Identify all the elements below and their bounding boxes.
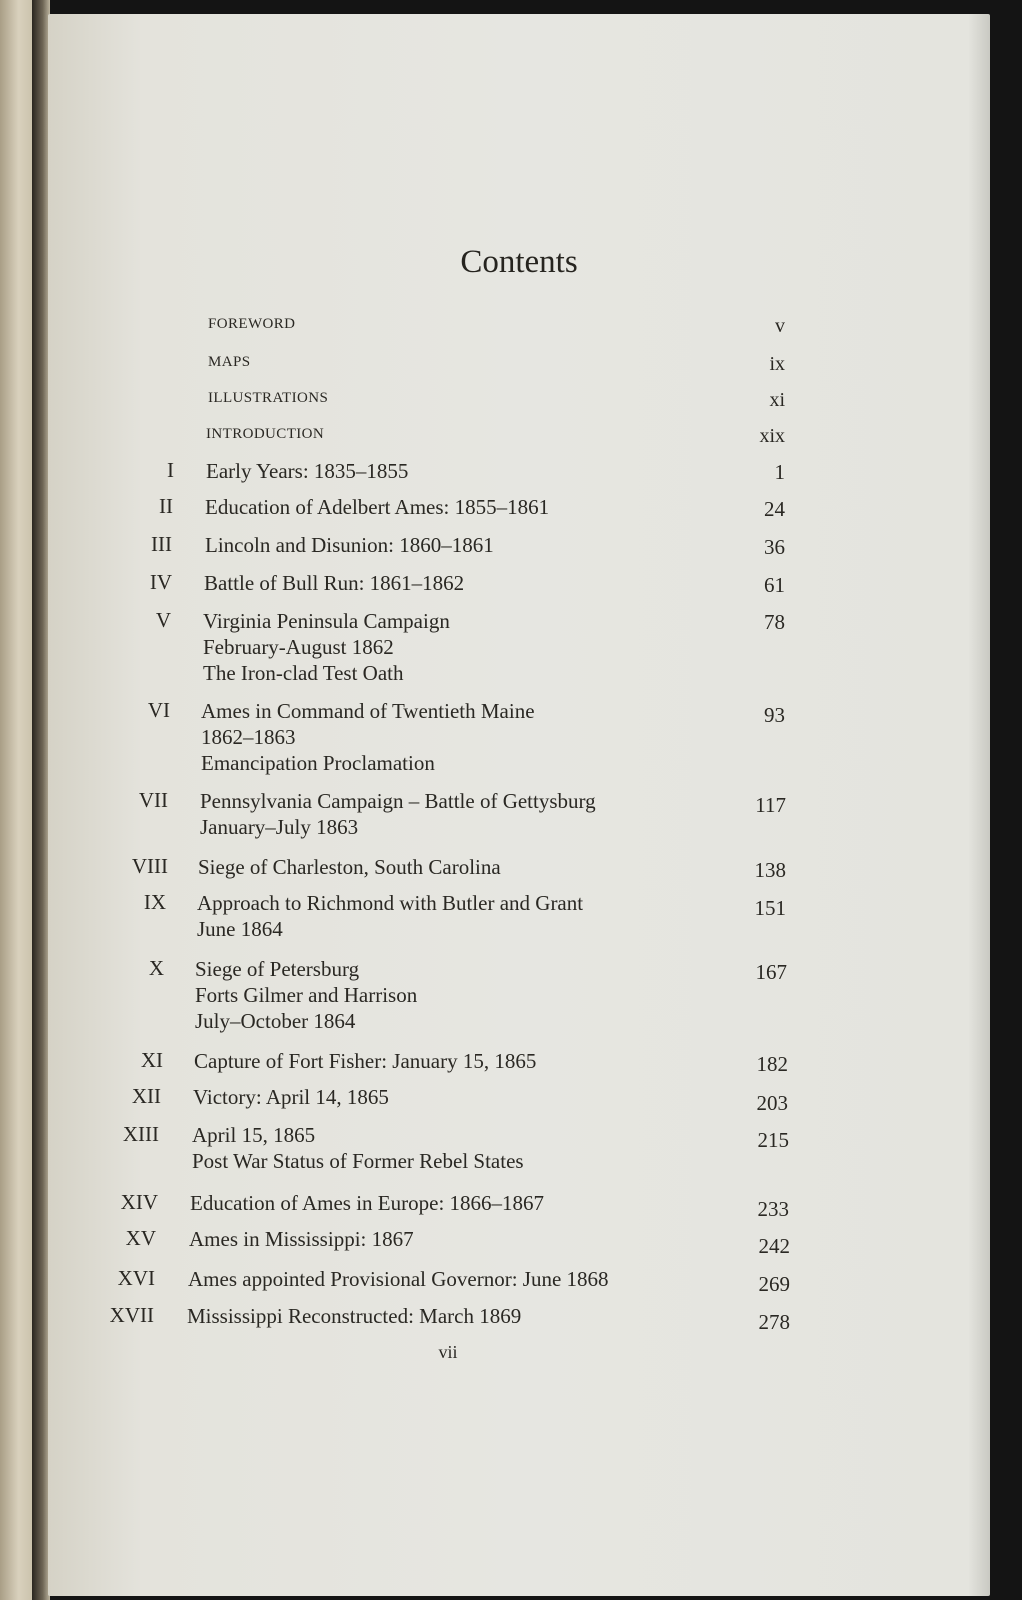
chapter-title [188,1266,609,1292]
chapter-title-line: Education of Ames in Europe: 1866–1867 [190,1191,545,1215]
chapter-page: 203 [756,1091,788,1115]
front-matter-label-illustrations: ILLUSTRATIONS [208,390,329,406]
chapter-title-line: Forts Gilmer and Harrison [195,983,418,1007]
chapter-number: VI [147,698,170,722]
chapter-number: X [148,956,164,980]
chapter-title-line: Battle of Bull Run: 1861–1862 [204,571,465,595]
chapter-title-line: Early Years: 1835–1855 [206,459,409,483]
front-matter-page-illustrations: xi [769,389,785,411]
page-title-text: Contents [460,244,578,280]
chapter-page: 138 [754,858,786,882]
chapter-number: XI [140,1048,163,1072]
chapter-title-line: Pennsylvania Campaign – Battle of Gettysburg [200,789,596,813]
chapter-title [194,1048,536,1074]
chapter-title-line: Post War Status of Former Rebel States [192,1149,524,1173]
chapter-title [198,854,501,880]
chapter-title-line: Ames in Mississippi: 1867 [189,1227,414,1251]
chapter-title-line: Mississippi Reconstructed: March 1869 [187,1304,522,1328]
chapter-page: 233 [757,1197,789,1221]
front-matter-page-introduction: xix [759,425,785,447]
front-matter-label-foreword: FOREWORD [208,316,296,332]
chapter-title [190,1190,544,1216]
chapter-page: 78 [764,610,785,634]
chapter-page: 167 [755,960,787,984]
page-folio: vii [438,1342,458,1362]
chapter-page: 278 [758,1310,790,1334]
chapter-number: II [159,494,173,518]
chapter-title-line: 1862–1863 [201,725,296,749]
chapter-page: 182 [756,1052,788,1076]
chapter-title [187,1303,521,1329]
front-matter-page-foreword: v [775,315,785,337]
chapter-title [193,1084,389,1110]
chapter-title-line: January–July 1863 [200,815,359,839]
chapter-page: 1 [774,460,785,484]
chapter-title-line: Lincoln and Disunion: 1860–1861 [205,533,494,557]
chapter-number: XII [131,1084,161,1108]
chapter-title-line: The Iron-clad Test Oath [203,661,404,685]
chapter-title [205,532,494,558]
chapter-title-line: June 1864 [197,917,283,941]
front-matter-label-introduction: INTRODUCTION [206,426,325,442]
chapter-page: 269 [758,1272,790,1296]
chapter-page: 36 [764,535,785,559]
chapter-number: I [167,458,174,482]
chapter-title-line: Siege of Charleston, South Carolina [198,855,501,879]
chapter-number: XIV [120,1190,158,1214]
front-matter-page-maps: ix [769,353,785,375]
chapter-title [201,698,535,776]
chapter-title-line: Emancipation Proclamation [201,751,435,775]
previous-page-edge [0,0,34,1600]
chapter-number: IV [149,570,172,594]
chapter-page: 93 [764,703,785,727]
chapter-number: VII [138,788,168,812]
chapter-page: 151 [754,896,786,920]
chapter-title-line: Victory: April 14, 1865 [193,1085,389,1109]
chapter-title [200,788,596,840]
chapter-title [192,1122,524,1174]
chapter-title-line: Capture of Fort Fisher: January 15, 1865 [194,1049,537,1073]
chapter-page: 24 [764,497,785,521]
chapter-title-line: Approach to Richmond with Butler and Grant [197,891,584,915]
chapter-number: V [155,608,171,632]
page-title [48,244,990,281]
chapter-page: 61 [764,573,785,597]
chapter-page: 215 [757,1128,789,1152]
chapter-number: IX [143,890,166,914]
chapter-title-line: Siege of Petersburg [195,957,360,981]
chapter-number: XIII [122,1122,159,1146]
chapter-page: 242 [758,1234,790,1258]
chapter-title-line: April 15, 1865 [192,1123,316,1147]
front-matter-label-maps: MAPS [208,354,251,370]
chapter-title [197,890,583,942]
chapter-title-line: February-August 1862 [203,635,394,659]
chapter-title-line: Ames appointed Provisional Governor: June 1868 [188,1267,609,1291]
chapter-title-line: Virginia Peninsula Campaign [203,609,450,633]
chapter-title [195,956,417,1034]
chapter-title [204,570,464,596]
chapter-title [189,1226,414,1252]
chapter-number: III [151,532,172,556]
chapter-page: 117 [755,793,786,817]
chapter-title [205,494,549,520]
contents-page [48,14,990,1596]
chapter-title-line: Education of Adelbert Ames: 1855–1861 [205,495,550,519]
chapter-title-line: Ames in Command of Twentieth Maine [201,699,535,723]
chapter-title-line: July–October 1864 [195,1009,356,1033]
chapter-number: XVII [109,1303,154,1327]
chapter-title [206,458,408,484]
chapter-number: XV [125,1226,156,1250]
chapter-title [203,608,450,686]
chapter-number: XVI [117,1266,155,1290]
chapter-number: VIII [131,854,168,878]
